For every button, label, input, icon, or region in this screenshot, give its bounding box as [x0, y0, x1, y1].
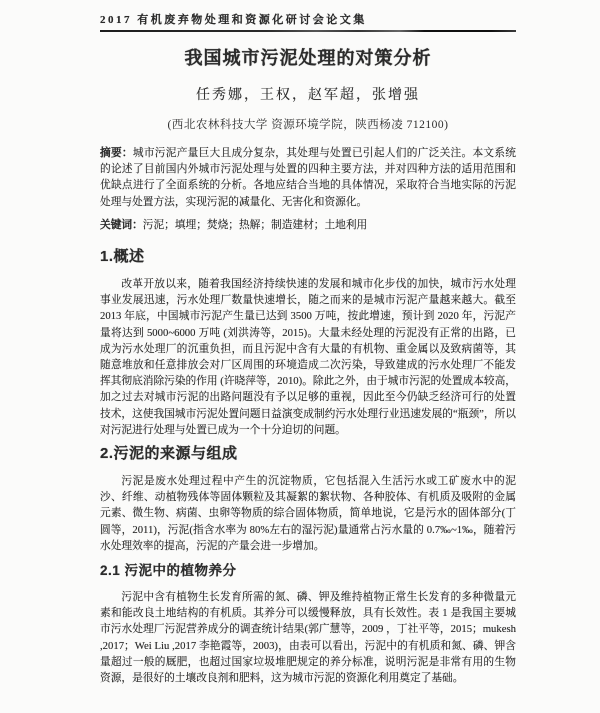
authors-line: 任秀娜，王权，赵军超，张增强 [196, 88, 420, 103]
abstract-label: 摘要： [100, 147, 133, 159]
abstract-paragraph [100, 145, 516, 210]
proceedings-title: 2017 有机废弃物处理和资源化研讨会论文集 [100, 14, 367, 26]
keywords-text: 污泥；填埋；焚烧；热解；制造建材；土地利用 [142, 218, 368, 231]
section-1-paragraph: 改革开放以来，随着我国经济持续快速的发展和城市化步伐的加快，城市污水处理事业发展迅速，污水处理厂数量快速增长，随之而来的是城市污泥产量越来越大。截至 2013 年底，中国城市污泥产生量已达到 3500 万吨，按此增速，预计到 2020 年，污泥产量将达到 5000~6000 万吨 (刘洪涛等，2015)。大量未经处理的污泥没有正常的出路，已成为污水处理厂的沉重负担，而且污泥中含有大量的有机物、重金属以及致病菌等，其随意堆放和任意排放会对厂区周围的环境造成二次污染，导致建成的污水处理厂不能发挥其彻底消除污染的作用 (许晓萍等，2010)。除此之外，由于城市污泥的处置成本较高，加之过去对城市污泥的出路问题没有予以足够的重视，因此至今仍缺乏经济可行的处置技术，这使我国城市污泥处置问题日益演变成制约污水处理行业迅速发展的“瓶颈”，所以对污泥进行处理与处置已成为一个十分迫切的问题。 [100, 278, 516, 436]
keywords-label: 关键词： [100, 218, 143, 231]
running-header [100, 14, 516, 27]
section-1-heading: 1.概述 [100, 248, 145, 266]
affiliation-line: (西北农林科技大学 资源环境学院，陕西杨凌 712100) [167, 119, 449, 131]
section-2-paragraph: 污泥是废水处理过程中产生的沉淀物质，它包括混入生活污水或工矿废水中的泥沙、纤维、动植物残体等固体颗粒及其凝絮的絮状物、各种胶体、有机质及吸附的金属元素、微生物、病菌、虫卵等物质的综合固体物质，简单地说，它是污水的固体部分(丁圆等，2011)，污泥(指含水率为 80%左右的湿污泥)量通常占污水量的 0.7‰~1‰，随着污水处理效率的提高，污泥的产量会进一步增加。 [100, 475, 516, 552]
abstract-text: 城市污泥产量巨大且成分复杂，其处理与处置已引起人们的广泛关注。本文系统的论述了目前国内外城市污泥处理与处置的四种主要方法，并对四种方法的适用范围和优缺点进行了全面系统的分析。各地应结合当地的具体情况，采取符合当地实际的污泥处理与处置方法，实现污泥的减量化、无害化和资源化。 [100, 147, 516, 208]
section-2-1-paragraph: 污泥中含有植物生长发育所需的氮、磷、钾及维持植物正常生长发育的多种微量元素和能改良土地结构的有机质。其养分可以缓慢释放，具有长效性。表 1 是我国主要城市污水处理厂污泥营养成分的调查统计结果(郭广慧等，2009 ，丁社平等，2015；mukesh ,2017；Wei Liu ,2017 李艳霞等，2003)，由表可以看出，污泥中的有机质和氮、磷、钾含量超过一般的厩肥，也超过国家垃圾堆肥规定的养分标准，说明污泥是非常有用的生物资源，是很好的土壤改良剂和肥料，这为城市污泥的资源化利用奠定了基础。 [100, 591, 516, 685]
section-2-1-heading: 2.1 污泥中的植物养分 [100, 563, 237, 579]
keywords-line [100, 217, 516, 233]
section-2-heading: 2.污泥的来源与组成 [100, 445, 238, 463]
header-rule [100, 30, 516, 32]
paper-title: 我国城市污泥处理的对策分析 [184, 48, 432, 68]
